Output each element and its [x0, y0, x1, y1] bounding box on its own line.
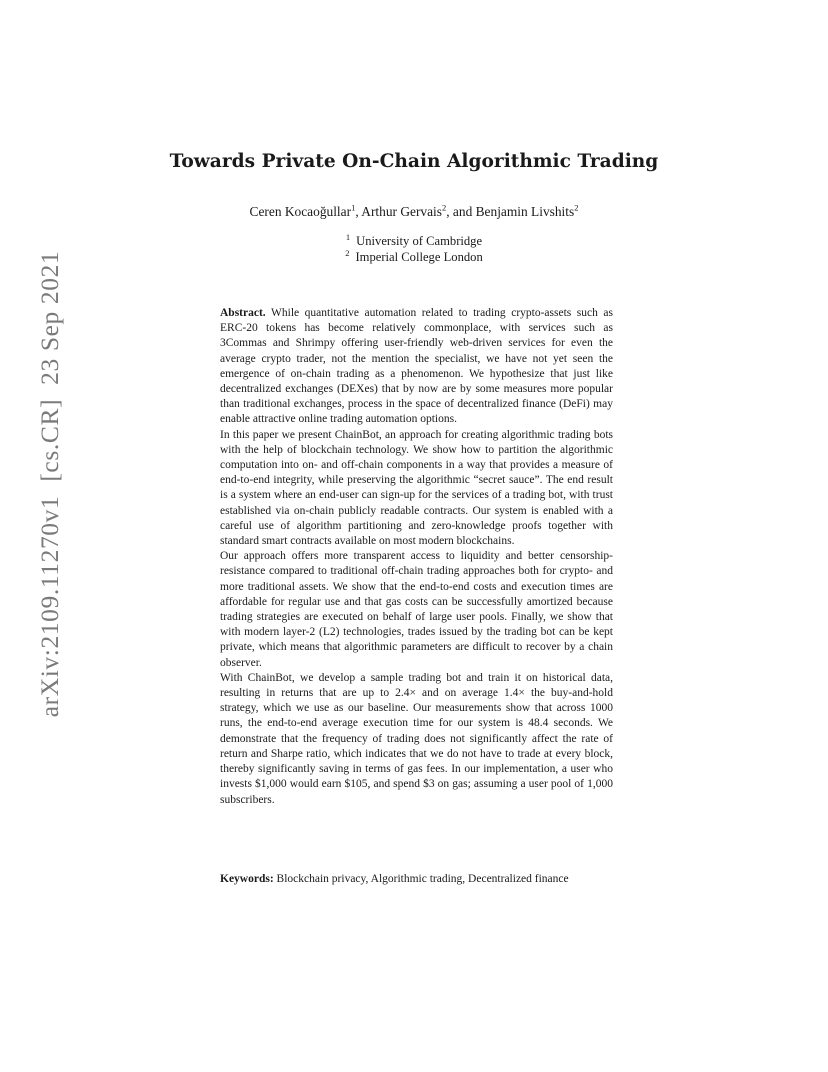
arxiv-category: [cs.CR]	[35, 398, 64, 482]
abstract-text: While quantitative automation related to trading crypto-assets such as ERC-20 tokens has become relatively commonplace, with services such as 3Commas and Shrimpy offering user-friendly web-driven services for even the average crypto trader, not the mention the specialist, we have not yet seen the emergence of on-chain trading as a phenomenon. We hypothesize that just like decentralized exchanges (DEXes) that by now are by some measures more popular than traditional exchanges, process in the space of decentralized finance (DeFi) may enable attractive online trading automation options.	[220, 307, 614, 426]
author-name: Ceren Kocaoğullar	[249, 204, 352, 219]
abstract-paragraph: In this paper we present ChainBot, an approach for creating algorithmic trading bots with the help of blockchain technology. We show how to partition the algorithmic computation into on- and off-chain components in a way that provides a measure of end-to-end integrity, while preserving the algorithmic “secret sauce”. The end result is a system where an end-user can sign-up for the services of a trading bot, with trust established via on-chain publicly readable contracts. Our system is enabled with a careful use of algorithm partitioning and zero-knowledge proofs together with standard smart contracts available on most modern blockchains.	[220, 428, 613, 548]
keywords	[220, 872, 613, 887]
affiliation-name: Imperial College London	[355, 250, 483, 264]
keywords-heading: Keywords:	[220, 873, 274, 885]
abstract-heading: Abstract.	[220, 307, 266, 319]
affiliation-number: 2	[345, 247, 350, 258]
author-affiliation-mark: 2	[441, 202, 447, 213]
affiliation	[0, 247, 828, 265]
author-list	[0, 204, 828, 220]
affiliation-number: 1	[345, 231, 351, 242]
affiliation	[0, 231, 828, 249]
abstract-paragraph: Our approach offers more transparent access to liquidity and better censorship-resistance compared to traditional off-chain trading approaches both for crypto- and more traditional assets. We show that the end-to-end costs and execution times are affordable for regular use and that gas costs can be successfully amortized because trading strategies are executed on behalf of large user pools. Finally, we show that with modern layer-2 (L2) technologies, trades issued by the trading bot can be kept private, which means that algorithmic parameters are difficult to recover by a chain observer.	[220, 550, 613, 669]
affiliation-name: University of Cambridge	[356, 234, 483, 248]
arxiv-date: 23 Sep 2021	[35, 250, 64, 385]
arxiv-identifier-stamp	[35, 251, 65, 718]
paper-title: Towards Private On-Chain Algorithmic Trading	[169, 151, 659, 172]
abstract-paragraph	[220, 306, 613, 428]
author-affiliation-mark: 1	[351, 202, 356, 213]
author-name: Benjamin Livshits	[475, 204, 575, 219]
author-name: Arthur Gervais	[361, 204, 442, 219]
abstract	[220, 306, 613, 808]
keywords-text: Blockchain privacy, Algorithmic trading, Decentralized finance	[276, 873, 569, 885]
author-affiliation-mark: 2	[574, 202, 579, 213]
abstract-paragraph: With ChainBot, we develop a sample trading bot and train it on historical data, resulting in returns that are up to 2.4× and on average 1.4× the buy-and-hold strategy, which we use as our baseline. Our measurements show that across 1000 runs, the end-to-end average execution time for our system is 48.4 seconds. We demonstrate that the frequency of trading does not significantly affect the rate of return and Sharpe ratio, which indicates that we do not have to trade at every block, thereby significantly saving in terms of gas fees. In our implementation, a user who invests $1,000 would earn $105, and spend $3 on gas; assuming a user pool of 1,000 subscribers.	[220, 671, 613, 806]
arxiv-id: arXiv:2109.11270v1	[35, 495, 64, 718]
author-separator: ,	[355, 204, 362, 219]
author-separator: , and	[446, 204, 476, 219]
